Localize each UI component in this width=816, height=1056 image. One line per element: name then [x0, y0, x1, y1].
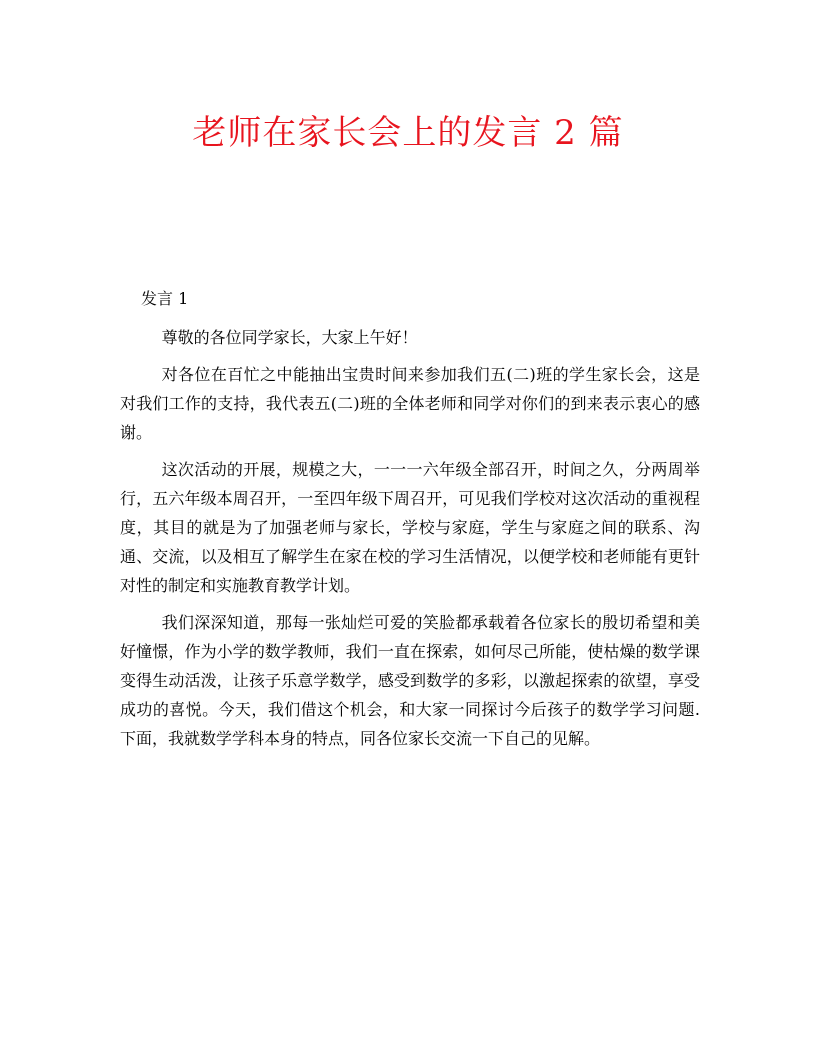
document-title: 老师在家长会上的发言 2 篇: [192, 113, 624, 153]
section-heading: 发言 1: [141, 289, 189, 308]
paragraph-math-teaching: 我们深深知道，那每一张灿烂可爱的笑脸都承载着各位家长的殷切希望和美好憧憬，作为小学的数学教师，我们一直在探索，如何尽己所能，使枯燥的数学课变得生动活泼，让孩子乐意学数学，感受到数学的多彩，以激起探索的欲望，享受成功的喜悦。今天，我们借这个机会，和大家一同探讨今后孩子的数学学习问题. 下面，我就数学学科本身的特点，同各位家长交流一下自己的见解。: [120, 613, 700, 748]
document-body: [120, 323, 700, 753]
paragraph-greeting: 尊敬的各位同学家长，大家上午好！: [161, 328, 418, 347]
paragraph-activity: 这次活动的开展，规模之大，一一一六年级全部召开，时间之久，分两周举行，五六年级本周召开，一至四年级下周召开，可见我们学校对这次活动的重视程度，其目的就是为了加强老师与家长，学校与家庭，学生与家庭之间的联系、沟通、交流，以及相互了解学生在家在校的学习生活情况，以便学校和老师能有更针对性的制定和实施教育教学计划。: [120, 460, 700, 595]
paragraph-thanks: 对各位在百忙之中能抽出宝贵时间来参加我们五(二)班的学生家长会，这是对我们工作的支持，我代表五(二)班的全体老师和同学对你们的到来表示衷心的感谢。: [120, 365, 700, 442]
